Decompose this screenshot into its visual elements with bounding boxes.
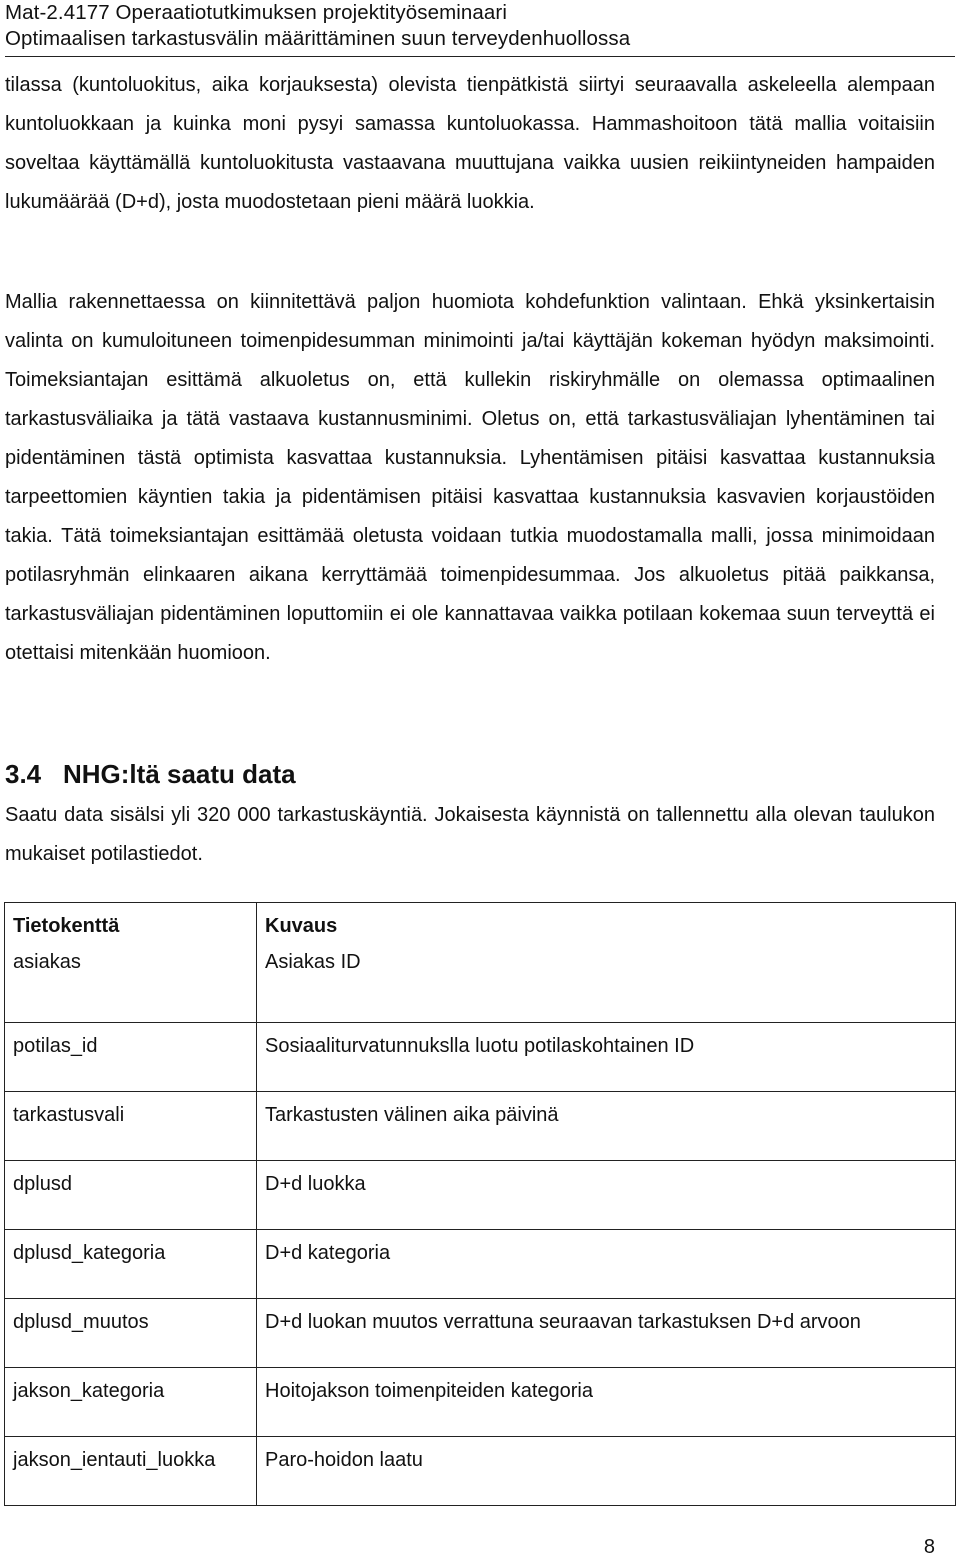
table-row: [5, 1022, 956, 1091]
page-number: 8: [923, 1536, 935, 1558]
project-title: Optimaalisen tarkastusvälin määrittäminen suun terveydenhuollossa: [5, 27, 631, 50]
field-description: Paro-hoidon laatu: [257, 1436, 956, 1505]
field-name: jakson_kategoria: [5, 1367, 257, 1436]
section-number: 3.4: [5, 759, 42, 789]
field-name: asiakas: [5, 951, 257, 1023]
table-row: [5, 1436, 956, 1505]
field-description: D+d kategoria: [257, 1229, 956, 1298]
field-description: Hoitojakson toimenpiteiden kategoria: [257, 1367, 956, 1436]
table-row: [5, 951, 956, 1023]
field-name: potilas_id: [5, 1022, 257, 1091]
table-header-row: [5, 903, 956, 951]
table-row: [5, 1367, 956, 1436]
table-row: [5, 1298, 956, 1367]
field-description: Asiakas ID: [257, 951, 956, 1023]
field-name: dplusd_kategoria: [5, 1229, 257, 1298]
course-title: Mat-2.4177 Operaatiotutkimuksen projektityöseminaari: [5, 1, 507, 24]
paragraph-markov-model: tilassa (kuntoluokitus, aika korjauksesta) olevista tienpätkistä siirtyi seuraavalla askeleella alempaan kuntoluokkaan ja kuinka moni pysyi samassa kuntoluokassa. Hammashoitoon tätä mallia voitaisiin soveltaa käyttämällä kuntoluokitusta vastaavana muuttujana vaikka uusien reikiintyneiden hampaiden lukumäärää (D+d), josta muodostetaan pieni määrä luokkia.: [5, 74, 935, 213]
section-title: NHG:ltä saatu data: [63, 759, 296, 789]
data-fields-table: [4, 902, 956, 1506]
table-row: [5, 1091, 956, 1160]
page-header: [5, 0, 955, 57]
table-row: [5, 1160, 956, 1229]
section-heading: [5, 754, 296, 794]
table-row: [5, 1229, 956, 1298]
paragraph-data-description: Saatu data sisälsi yli 320 000 tarkastuskäyntiä. Jokaisesta käynnistä on tallennettu alla olevan taulukon mukaiset potilastiedot.: [5, 804, 935, 865]
header-description: Kuvaus: [257, 903, 956, 951]
field-description: Sosiaaliturvatunnukslla luotu potilaskohtainen ID: [257, 1022, 956, 1091]
field-name: dplusd: [5, 1160, 257, 1229]
header-field: Tietokenttä: [5, 903, 257, 951]
field-description: D+d luokka: [257, 1160, 956, 1229]
field-name: dplusd_muutos: [5, 1298, 257, 1367]
field-name: tarkastusvali: [5, 1091, 257, 1160]
paragraph-objective-function: Mallia rakennettaessa on kiinnitettävä paljon huomiota kohdefunktion valintaan. Ehkä yksinkertaisin valinta on kumuloituneen toimenpidesumman minimointi ja/tai käyttäjän kokeman hyödyn maksimointi. Toimeksiantajan esittämä alkuoletus on, että kullekin riskiryhmälle on olemassa optimaalinen tarkastusväliaika ja tätä vastaava kustannusminimi. Oletus on, että tarkastusväliajan lyhentäminen tai pidentäminen tästä optimista kasvattaa kustannuksia. Lyhentämisen pitäisi kasvattaa kustannuksia tarpeettomien käyntien takia ja pidentämisen pitäisi kasvattaa kustannuksia kasvavien korjaustöiden takia. Tätä toimeksiantajan esittämää oletusta voidaan tutkia muodostamalla malli, jossa minimoidaan potilasryhmän elinkaaren aikana kerryttämää toimenpidesummaa. Jos alkuoletus pitää paikkansa, tarkastusväliajan pidentäminen loputtomiin ei ole kannattavaa vaikka potilaan kokemaa suun terveyttä ei otettaisi mitenkään huomioon.: [5, 291, 935, 664]
field-description: Tarkastusten välinen aika päivinä: [257, 1091, 956, 1160]
field-name: jakson_ientauti_luokka: [5, 1436, 257, 1505]
field-description: D+d luokan muutos verrattuna seuraavan tarkastuksen D+d arvoon: [257, 1298, 956, 1367]
